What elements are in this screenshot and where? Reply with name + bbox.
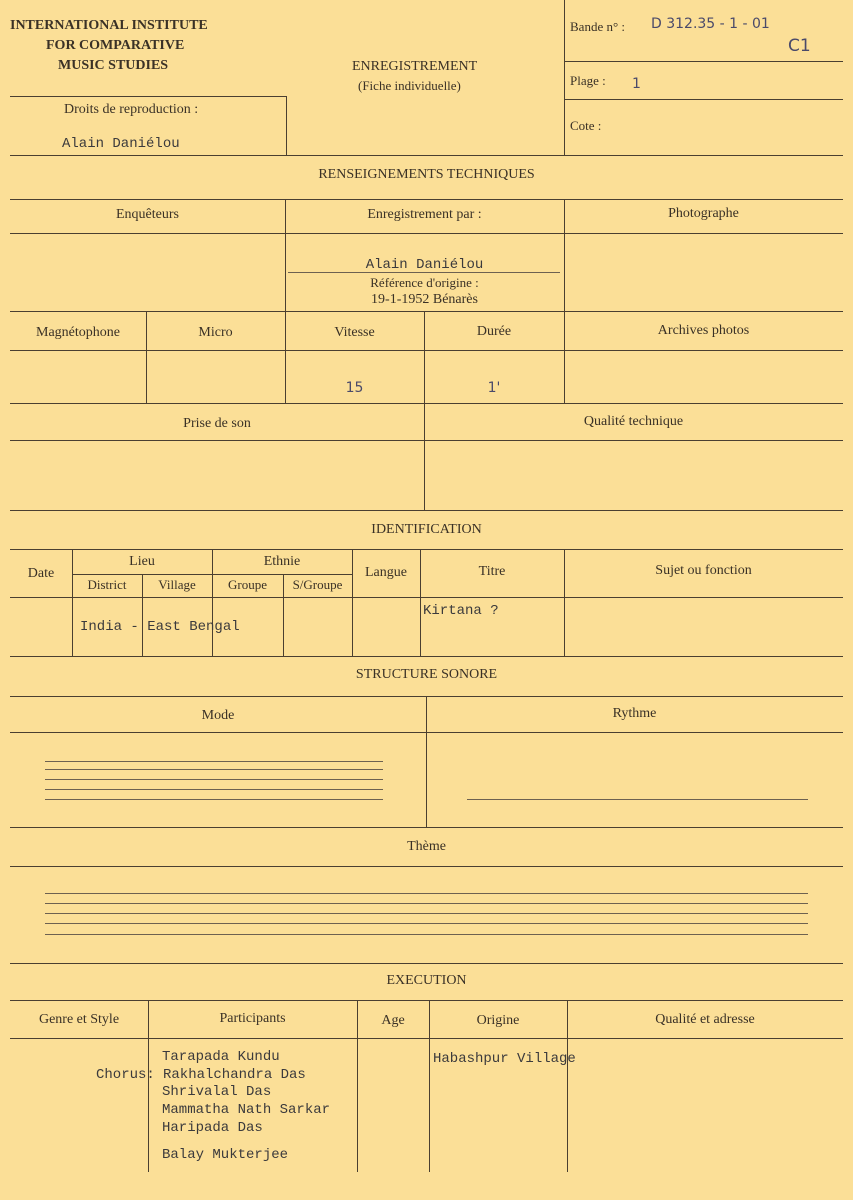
form-title: ENREGISTREMENT	[352, 59, 478, 74]
enqueteurs-label: Enquêteurs	[116, 207, 179, 222]
micro-label: Micro	[198, 325, 233, 340]
mode-staff-line-1	[45, 761, 383, 762]
origine-label: Origine	[476, 1013, 520, 1028]
structure-title: STRUCTURE SONORE	[355, 667, 498, 682]
origine-value: Habashpur Village	[433, 1051, 576, 1067]
technique-bottom-line	[10, 510, 843, 511]
rythme-line	[467, 799, 808, 800]
qualite-adresse-label: Qualité et adresse	[655, 1012, 755, 1027]
prise-label: Prise de son	[183, 416, 251, 431]
bande-bottom-line	[564, 61, 843, 62]
theme-staff-line-1	[45, 893, 808, 894]
cote-label: Cote :	[570, 118, 602, 133]
execution-header-line	[10, 1038, 843, 1039]
mode-staff-line-4	[45, 789, 383, 790]
bande-label: Bande n° :	[570, 19, 626, 34]
bande-extra: C1	[788, 36, 811, 56]
execution-title: EXECUTION	[386, 973, 467, 988]
duree-label: Durée	[476, 324, 512, 339]
tech-row3-top	[10, 403, 843, 404]
groupe-label: Groupe	[228, 577, 267, 592]
id-subheader-line	[72, 574, 352, 575]
droits-value: Alain Daniélou	[62, 136, 180, 152]
lieu-value: India - East Bengal	[80, 619, 240, 635]
photographe-label: Photographe	[668, 206, 739, 221]
district-label: District	[87, 577, 127, 592]
id-header-bottom-line	[10, 597, 843, 598]
bande-value: D 312.35 - 1 - 01	[651, 16, 770, 32]
theme-staff-line-5	[45, 934, 808, 935]
theme-staff-line-4	[45, 923, 808, 924]
identification-top-line	[10, 549, 843, 550]
participant-5: Haripada Das	[162, 1120, 263, 1136]
date-label: Date	[27, 566, 55, 581]
chorus-label: Chorus:	[96, 1067, 155, 1083]
lieu-label: Lieu	[129, 554, 155, 569]
sujet-label: Sujet ou fonction	[655, 563, 752, 578]
droits-label: Droits de reproduction :	[64, 102, 199, 117]
droits-top-line	[10, 96, 287, 97]
identification-bottom-line	[10, 656, 843, 657]
tech-row2-top	[10, 311, 843, 312]
ethnie-label: Ethnie	[263, 554, 301, 569]
magnetophone-label: Magnétophone	[36, 325, 120, 340]
vitesse-label: Vitesse	[334, 325, 375, 340]
mode-staff-line-5	[45, 799, 383, 800]
participant-3: Shrivalal Das	[162, 1084, 272, 1100]
archives-label: Archives photos	[657, 323, 750, 338]
plage-label: Plage :	[570, 73, 606, 88]
institute-line-1: INTERNATIONAL INSTITUTE	[10, 18, 208, 33]
participant-1: Tarapada Kundu	[162, 1049, 280, 1065]
reference-value: 19-1-1952 Bénarès	[371, 292, 478, 307]
titre-value: Kirtana ?	[423, 603, 499, 619]
structure-header-line	[10, 732, 843, 733]
plage-bottom-line	[564, 99, 843, 100]
tech-row2-header-line	[10, 350, 843, 351]
duree-value: 1'	[487, 380, 501, 396]
participant-2: Rakhalchandra Das	[163, 1067, 306, 1083]
enregistrement-label: Enregistrement par :	[367, 207, 482, 222]
mode-label: Mode	[201, 708, 235, 723]
theme-top-line	[10, 866, 843, 867]
village-label: Village	[158, 577, 196, 592]
age-label: Age	[381, 1013, 405, 1028]
header-divider-droits	[286, 96, 287, 155]
institute-line-3: MUSIC STUDIES	[58, 58, 169, 73]
identification-title: IDENTIFICATION	[371, 522, 482, 537]
technique-top-line	[10, 199, 843, 200]
reference-label: Référence d'origine :	[370, 275, 479, 290]
langue-label: Langue	[365, 565, 407, 580]
theme-staff-line-2	[45, 903, 808, 904]
theme-label: Thème	[407, 839, 446, 854]
enregistrement-underline	[288, 272, 560, 273]
rythme-label: Rythme	[612, 706, 657, 721]
tech-header-line	[10, 233, 843, 234]
participants-label: Participants	[219, 1011, 286, 1026]
participant-4: Mammatha Nath Sarkar	[162, 1102, 331, 1118]
structure-bottom-line	[10, 827, 843, 828]
plage-value: 1	[632, 76, 641, 92]
genre-label: Genre et Style	[38, 1012, 120, 1027]
theme-staff-line-3	[45, 913, 808, 914]
enregistrement-value: Alain Daniélou	[365, 257, 484, 273]
header-bottom-line	[10, 155, 843, 156]
theme-bottom-line	[10, 963, 843, 964]
technique-title: RENSEIGNEMENTS TECHNIQUES	[318, 167, 535, 182]
tech-row3-header-line	[10, 440, 843, 441]
form-subtitle: (Fiche individuelle)	[358, 78, 461, 93]
participant-6: Balay Mukterjee	[162, 1147, 289, 1163]
execution-top-line	[10, 1000, 843, 1001]
institute-line-2: FOR COMPARATIVE	[46, 38, 185, 53]
mode-staff-line-3	[45, 779, 383, 780]
vitesse-value: 15	[345, 380, 364, 396]
qualite-tech-label: Qualité technique	[583, 414, 684, 429]
header-divider-right	[564, 0, 565, 155]
sgroupe-label: S/Groupe	[292, 577, 343, 592]
mode-staff-line-2	[45, 769, 383, 770]
titre-label: Titre	[478, 564, 506, 579]
